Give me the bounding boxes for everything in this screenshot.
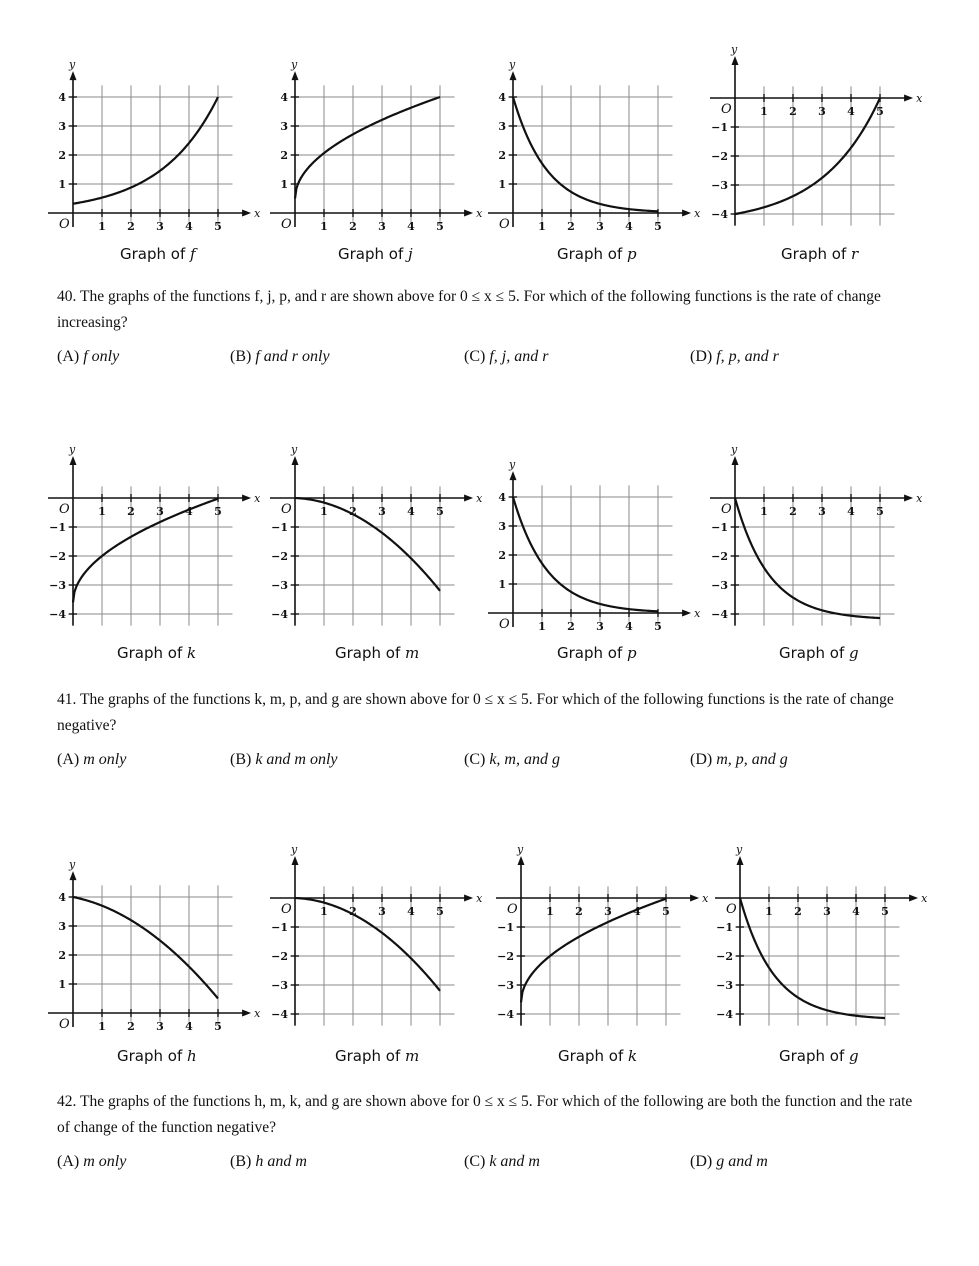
origin-label: O — [281, 902, 292, 917]
y-tick-label: −3 — [271, 979, 288, 992]
y-tick-label: −2 — [711, 150, 728, 163]
choice-40-d[interactable]: (D) f, p, and r — [690, 348, 779, 365]
x-tick-label: 3 — [823, 905, 831, 918]
x-axis-label: x — [921, 892, 928, 905]
x-axis-label: x — [254, 492, 261, 505]
y-axis-label: y — [291, 58, 298, 72]
y-tick-label: 3 — [58, 920, 66, 933]
y-tick-label: 1 — [58, 978, 66, 991]
x-tick-label: 5 — [214, 220, 222, 233]
x-axis-label: x — [916, 92, 923, 105]
x-tick-label: 3 — [818, 105, 826, 118]
y-arrow — [292, 456, 299, 465]
graph-caption-k: Graph of k — [117, 644, 197, 662]
y-tick-label: −4 — [271, 1008, 288, 1021]
axes — [48, 78, 244, 227]
y-tick-label: −1 — [271, 521, 288, 534]
graph-k — [48, 443, 288, 640]
x-tick-label: 2 — [794, 905, 802, 918]
x-tick-label: 3 — [156, 1020, 164, 1033]
x-tick-label: 1 — [320, 905, 328, 918]
graph-k — [496, 843, 736, 1040]
graph-p — [488, 55, 728, 240]
x-tick-label: 5 — [881, 905, 889, 918]
x-tick-label: 4 — [407, 505, 415, 518]
y-tick-label: −4 — [49, 608, 66, 621]
x-arrow — [464, 895, 473, 902]
question-number: 42. — [57, 1093, 77, 1110]
x-tick-label: 4 — [847, 505, 855, 518]
x-axis-label: x — [254, 1007, 261, 1020]
x-tick-label: 1 — [760, 105, 768, 118]
y-tick-label: −2 — [271, 950, 288, 963]
y-tick-label: 3 — [280, 120, 288, 133]
graph-caption-g: Graph of g — [779, 644, 859, 662]
origin-label: O — [721, 502, 732, 517]
x-axis-label: x — [254, 207, 261, 220]
x-tick-label: 4 — [407, 905, 415, 918]
graph-caption-k: Graph of k — [558, 1047, 638, 1065]
y-tick-label: −3 — [497, 979, 514, 992]
origin-label: O — [499, 617, 510, 632]
graph-caption-g: Graph of g — [779, 1047, 859, 1065]
graph-h — [48, 855, 288, 1040]
y-tick-label: −1 — [711, 521, 728, 534]
x-arrow — [904, 95, 913, 102]
x-arrow — [682, 610, 691, 617]
function-curve — [73, 499, 218, 603]
x-tick-label: 2 — [127, 220, 135, 233]
x-tick-label: 2 — [127, 1020, 135, 1033]
x-tick-label: 1 — [760, 505, 768, 518]
x-arrow — [690, 895, 699, 902]
y-axis-label: y — [736, 843, 743, 856]
y-tick-label: −1 — [49, 521, 66, 534]
grid — [516, 886, 681, 1025]
y-tick-label: −2 — [271, 550, 288, 563]
graph-g — [715, 843, 955, 1040]
x-tick-label: 3 — [156, 220, 164, 233]
y-tick-label: 1 — [498, 578, 506, 591]
choice-41-b[interactable]: (B) k and m only — [230, 751, 338, 768]
x-tick-label: 5 — [436, 220, 444, 233]
x-tick-label: 2 — [567, 220, 575, 233]
axes — [715, 863, 911, 1026]
y-axis-label: y — [69, 58, 76, 72]
grid — [730, 486, 895, 625]
y-tick-label: −2 — [716, 950, 733, 963]
question-41 — [57, 687, 927, 739]
x-tick-label: 2 — [127, 505, 135, 518]
graph-m — [270, 843, 510, 1040]
origin-label: O — [726, 902, 737, 917]
x-tick-label: 5 — [662, 905, 670, 918]
graph-r — [710, 43, 950, 240]
question-text: The graphs of the functions k, m, p, and g are shown above for 0 ≤ x ≤ 5. For which of the following functions is the rate of change negative? — [57, 691, 894, 734]
graph-caption-p: Graph of p — [557, 644, 637, 662]
y-arrow — [732, 56, 739, 65]
choice-42-b[interactable]: (B) h and m — [230, 1153, 307, 1170]
x-tick-label: 3 — [604, 905, 612, 918]
y-axis-label: y — [291, 443, 298, 456]
origin-label: O — [499, 217, 510, 232]
choice-40-b[interactable]: (B) f and r only — [230, 348, 330, 365]
x-axis-label: x — [916, 492, 923, 505]
x-tick-label: 5 — [876, 105, 884, 118]
y-axis-label: y — [509, 58, 516, 72]
choice-40-a[interactable]: (A) f only — [57, 348, 120, 365]
x-tick-label: 2 — [349, 220, 357, 233]
y-tick-label: −4 — [497, 1008, 514, 1021]
x-arrow — [464, 210, 473, 217]
y-tick-label: −2 — [49, 550, 66, 563]
x-tick-label: 1 — [765, 905, 773, 918]
graph-p — [488, 455, 728, 640]
graph-caption-m: Graph of m — [335, 1047, 420, 1065]
function-curve — [73, 97, 218, 204]
y-tick-label: 2 — [280, 149, 288, 162]
x-arrow — [904, 495, 913, 502]
y-arrow — [292, 71, 299, 80]
x-tick-label: 5 — [654, 620, 662, 633]
y-tick-label: 1 — [498, 178, 506, 191]
x-tick-label: 3 — [156, 505, 164, 518]
x-tick-label: 1 — [98, 1020, 106, 1033]
grid — [290, 486, 455, 625]
y-tick-label: −3 — [711, 179, 728, 192]
x-tick-label: 2 — [349, 505, 357, 518]
y-tick-label: −4 — [711, 608, 728, 621]
function-curve — [521, 899, 666, 1003]
y-tick-label: −1 — [271, 921, 288, 934]
x-tick-label: 5 — [214, 505, 222, 518]
y-axis-label: y — [69, 858, 76, 872]
grid — [290, 886, 455, 1025]
y-tick-label: 4 — [58, 891, 66, 904]
origin-label: O — [281, 502, 292, 517]
x-axis-label: x — [476, 207, 483, 220]
question-40 — [57, 284, 927, 336]
function-curve — [513, 497, 658, 611]
y-arrow — [70, 71, 77, 80]
x-tick-label: 5 — [654, 220, 662, 233]
y-axis-label: y — [509, 458, 516, 472]
y-tick-label: −4 — [271, 608, 288, 621]
x-tick-label: 1 — [320, 220, 328, 233]
origin-label: O — [59, 1017, 70, 1032]
x-arrow — [682, 210, 691, 217]
function-curve — [295, 498, 440, 591]
question-text: The graphs of the functions h, m, k, and g are shown above for 0 ≤ x ≤ 5. For which of the following are both the function and the rate of change of the function negative? — [57, 1093, 913, 1136]
x-tick-label: 3 — [378, 505, 386, 518]
y-tick-label: 2 — [58, 949, 66, 962]
graph-caption-m: Graph of m — [335, 644, 420, 662]
y-tick-label: −1 — [716, 921, 733, 934]
x-tick-label: 4 — [185, 1020, 193, 1033]
function-curve — [513, 97, 658, 211]
x-tick-label: 2 — [789, 505, 797, 518]
axes — [48, 463, 244, 626]
y-tick-label: −3 — [49, 579, 66, 592]
x-tick-label: 1 — [320, 505, 328, 518]
origin-label: O — [59, 217, 70, 232]
graph-caption-p: Graph of p — [557, 245, 637, 263]
x-axis-label: x — [702, 892, 709, 905]
x-arrow — [909, 895, 918, 902]
y-tick-label: 3 — [58, 120, 66, 133]
axes — [270, 78, 466, 227]
y-tick-label: −2 — [711, 550, 728, 563]
x-arrow — [242, 210, 251, 217]
x-tick-label: 1 — [538, 220, 546, 233]
y-arrow — [732, 456, 739, 465]
x-tick-label: 4 — [625, 220, 633, 233]
graph-j — [270, 55, 510, 240]
x-tick-label: 4 — [185, 220, 193, 233]
y-tick-label: 2 — [498, 549, 506, 562]
y-tick-label: 1 — [280, 178, 288, 191]
choice-42-c[interactable]: (C) k and m — [464, 1153, 540, 1170]
choice-41-a[interactable]: (A) m only — [57, 751, 127, 768]
choice-40-c[interactable]: (C) f, j, and r — [464, 348, 549, 365]
x-tick-label: 3 — [818, 505, 826, 518]
question-text: The graphs of the functions f, j, p, and r are shown above for 0 ≤ x ≤ 5. For which of the following functions is the rate of change increasing? — [57, 288, 881, 331]
y-tick-label: 4 — [58, 91, 66, 104]
x-tick-label: 2 — [349, 905, 357, 918]
origin-label: O — [507, 902, 518, 917]
x-tick-label: 2 — [575, 905, 583, 918]
x-tick-label: 4 — [847, 105, 855, 118]
axes — [270, 863, 466, 1026]
axes — [270, 463, 466, 626]
y-tick-label: −1 — [711, 121, 728, 134]
x-tick-label: 1 — [98, 220, 106, 233]
axes — [488, 78, 684, 227]
x-arrow — [242, 495, 251, 502]
grid — [735, 886, 900, 1025]
x-tick-label: 2 — [567, 620, 575, 633]
x-tick-label: 4 — [852, 905, 860, 918]
x-axis-label: x — [694, 207, 701, 220]
y-axis-label: y — [69, 443, 76, 456]
axes — [488, 478, 684, 627]
question-number: 41. — [57, 691, 77, 708]
grid — [68, 885, 233, 1021]
grid — [68, 85, 233, 221]
y-arrow — [510, 71, 517, 80]
question-number: 40. — [57, 288, 77, 305]
x-tick-label: 5 — [214, 1020, 222, 1033]
x-arrow — [464, 495, 473, 502]
x-tick-label: 5 — [876, 505, 884, 518]
question-42 — [57, 1089, 927, 1141]
y-axis-label: y — [517, 843, 524, 856]
y-tick-label: −3 — [716, 979, 733, 992]
y-arrow — [70, 456, 77, 465]
x-tick-label: 4 — [625, 620, 633, 633]
x-axis-label: x — [476, 892, 483, 905]
x-tick-label: 4 — [185, 505, 193, 518]
y-tick-label: 4 — [498, 91, 506, 104]
y-tick-label: 2 — [58, 149, 66, 162]
origin-label: O — [59, 502, 70, 517]
graph-caption-j: Graph of j — [338, 245, 413, 263]
x-tick-label: 4 — [633, 905, 641, 918]
graph-caption-f: Graph of f — [120, 245, 196, 263]
y-tick-label: 3 — [498, 520, 506, 533]
x-tick-label: 5 — [436, 505, 444, 518]
graph-g — [710, 443, 950, 640]
x-tick-label: 1 — [98, 505, 106, 518]
x-tick-label: 4 — [407, 220, 415, 233]
y-tick-label: 1 — [58, 178, 66, 191]
y-axis-label: y — [731, 443, 738, 456]
x-tick-label: 1 — [546, 905, 554, 918]
x-tick-label: 3 — [596, 220, 604, 233]
x-tick-label: 2 — [789, 105, 797, 118]
y-tick-label: −4 — [716, 1008, 733, 1021]
function-curve — [295, 97, 440, 199]
y-axis-label: y — [291, 843, 298, 856]
choice-42-d[interactable]: (D) g and m — [690, 1153, 768, 1170]
origin-label: O — [721, 102, 732, 117]
graph-caption-r: Graph of r — [781, 245, 859, 263]
x-tick-label: 3 — [378, 905, 386, 918]
y-axis-label: y — [731, 43, 738, 56]
y-tick-label: −4 — [711, 208, 728, 221]
axes — [710, 463, 906, 626]
grid — [290, 85, 455, 221]
y-tick-label: −3 — [711, 579, 728, 592]
y-tick-label: −2 — [497, 950, 514, 963]
graph-m — [270, 443, 510, 640]
y-tick-label: 2 — [498, 149, 506, 162]
x-arrow — [242, 1010, 251, 1017]
function-curve — [735, 498, 880, 618]
x-tick-label: 3 — [378, 220, 386, 233]
y-tick-label: −1 — [497, 921, 514, 934]
axes — [496, 863, 692, 1026]
y-tick-label: 4 — [498, 491, 506, 504]
y-tick-label: 4 — [280, 91, 288, 104]
y-arrow — [510, 471, 517, 480]
x-tick-label: 3 — [596, 620, 604, 633]
x-tick-label: 1 — [538, 620, 546, 633]
grid — [68, 486, 233, 625]
grid — [730, 86, 895, 225]
x-axis-label: x — [476, 492, 483, 505]
y-arrow — [70, 871, 77, 880]
axes — [48, 878, 244, 1027]
function-curve — [740, 898, 885, 1018]
graph-caption-h: Graph of h — [117, 1047, 197, 1065]
x-axis-label: x — [694, 607, 701, 620]
y-arrow — [737, 856, 744, 865]
y-arrow — [518, 856, 525, 865]
function-curve — [73, 897, 218, 999]
y-arrow — [292, 856, 299, 865]
y-tick-label: −3 — [271, 579, 288, 592]
origin-label: O — [281, 217, 292, 232]
x-tick-label: 5 — [436, 905, 444, 918]
y-tick-label: 3 — [498, 120, 506, 133]
choice-42-a[interactable]: (A) m only — [57, 1153, 127, 1170]
choice-41-d[interactable]: (D) m, p, and g — [690, 751, 788, 768]
axes — [710, 63, 906, 226]
graph-f — [48, 55, 288, 240]
choice-41-c[interactable]: (C) k, m, and g — [464, 751, 560, 768]
function-curve — [295, 898, 440, 991]
